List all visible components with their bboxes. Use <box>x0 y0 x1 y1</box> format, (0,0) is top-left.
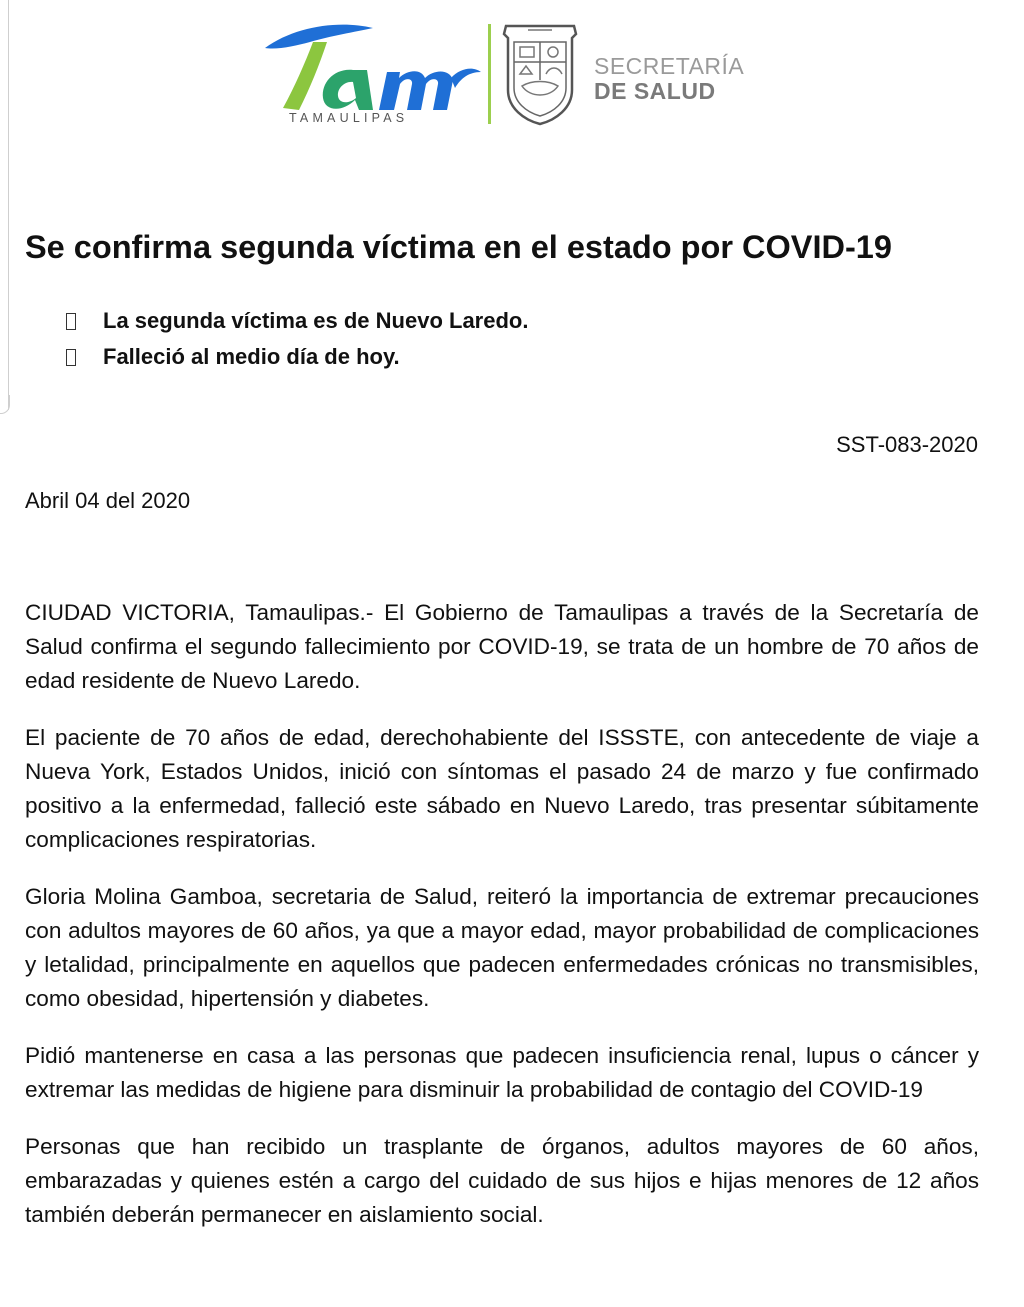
bullet-text: Falleció al medio día de hoy. <box>103 344 400 369</box>
reference-code: SST-083-2020 <box>836 432 978 457</box>
paper-edge-line <box>8 0 9 410</box>
headline: Se confirma segunda víctima en el estado por COVID-19 <box>25 229 892 265</box>
bullet-box-icon <box>66 313 76 330</box>
paper-edge-curve <box>0 395 10 414</box>
bullet-text: La segunda víctima es de Nuevo Laredo. <box>103 308 529 333</box>
paragraph: Pidió mantenerse en casa a las personas que padecen insuficiencia renal, lupus o cáncer y extremar las medidas de higiene para disminuir la probabilidad de contagio del COVID-19 <box>25 1043 979 1102</box>
secretaria-label: SECRETARÍA <box>594 53 745 79</box>
paragraph: Personas que han recibido un trasplante de órganos, adultos mayores de 60 años, embarazadas y quienes estén a cargo del cuidado de sus hijos e hijas menores de 12 años también deberán permanecer en aislamiento social. <box>25 1134 979 1227</box>
bullet-item <box>64 339 964 375</box>
bullet-box-icon <box>66 349 76 366</box>
tam-subtitle: TAMAULIPAS <box>289 111 409 125</box>
paragraph: CIUDAD VICTORIA, Tamaulipas.- El Gobierno de Tamaulipas a través de la Secretaría de Salud confirma el segundo fallecimiento por COVID-19, se trata de un hombre de 70 años de edad residente de Nuevo Laredo. <box>25 600 979 693</box>
coat-of-arms-icon <box>498 20 582 128</box>
header-logos <box>255 18 755 133</box>
logo-divider <box>488 24 491 124</box>
tam-logo-icon <box>255 18 485 118</box>
press-date: Abril 04 del 2020 <box>25 488 191 513</box>
press-release-body <box>25 596 979 1255</box>
paragraph: Gloria Molina Gamboa, secretaria de Salud, reiteró la importancia de extremar precauciones con adultos mayores de 60 años, ya que a mayor edad, mayor probabilidad de complicaciones y letalidad, principalmente en aquellos que padecen enfermedades crónicas no transmisibles, como obesidad, hipertensión y diabetes. <box>25 884 979 1011</box>
paragraph: El paciente de 70 años de edad, derechohabiente del ISSSTE, con antecedente de viaje a Nueva York, Estados Unidos, inició con síntomas el pasado 24 de marzo y fue confirmado positivo a la enfermedad, falleció este sábado en Nuevo Laredo, tras presentar súbitamente complicaciones respiratorias. <box>25 725 979 852</box>
bullet-item <box>64 303 964 339</box>
de-salud-label: DE SALUD <box>594 78 716 104</box>
summary-bullets <box>64 303 964 375</box>
